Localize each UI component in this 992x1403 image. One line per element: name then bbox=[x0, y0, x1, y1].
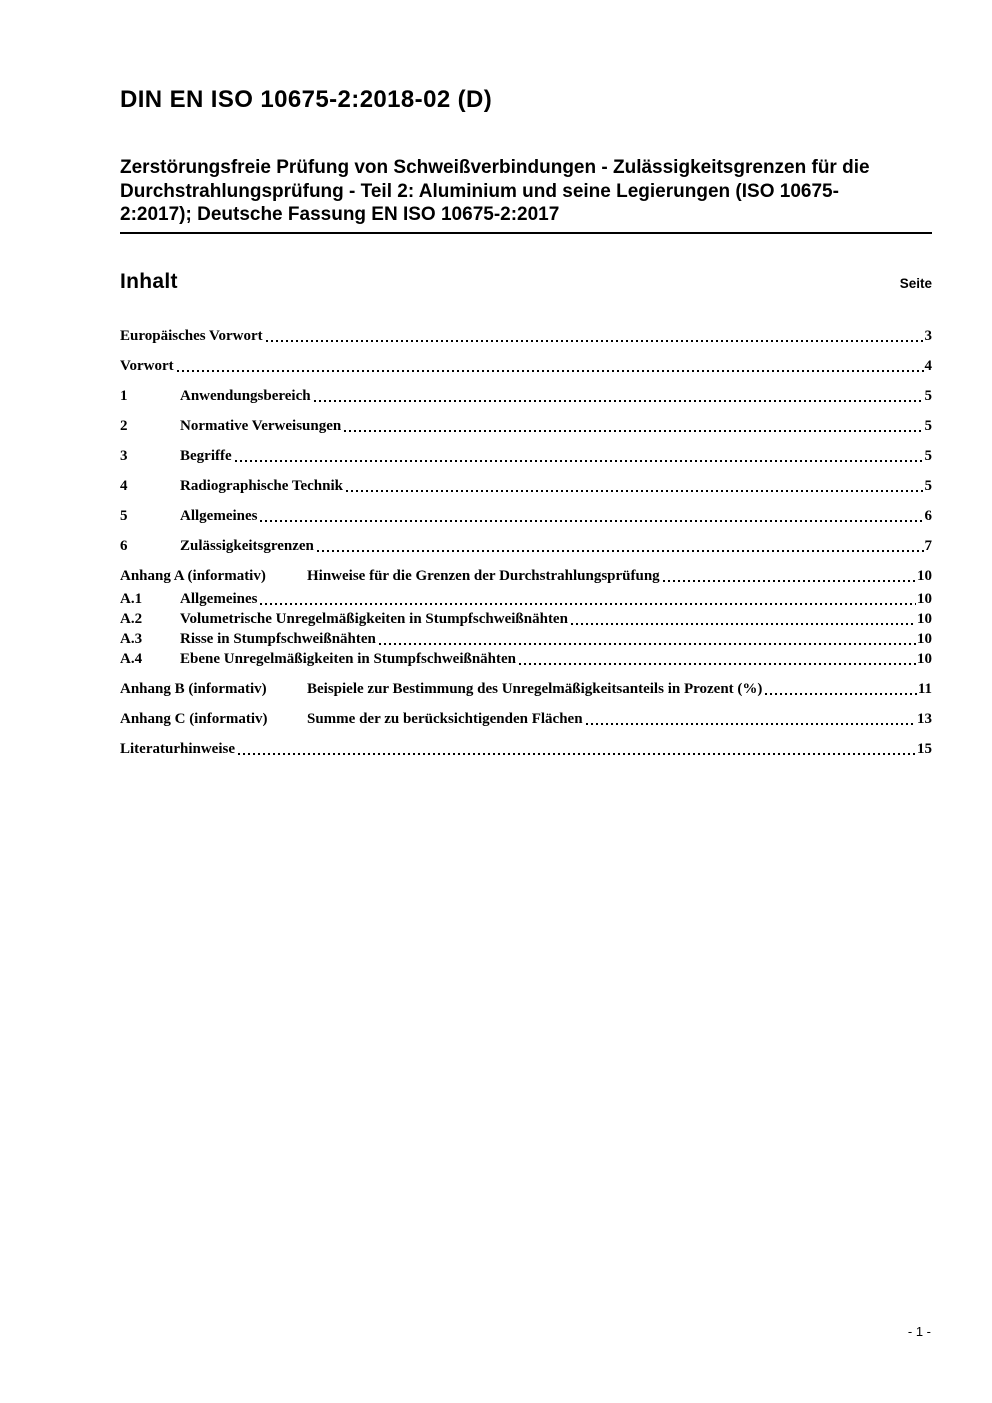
toc-entry-number: Anhang B (informativ) bbox=[120, 680, 267, 697]
subtitle-line-3: 2:2017); Deutsche Fassung EN ISO 10675-2:2017 bbox=[120, 204, 560, 225]
toc-entry-page: 5 bbox=[924, 477, 932, 494]
toc-entry[interactable] bbox=[120, 448, 932, 465]
toc-entry-number: 6 bbox=[120, 537, 128, 554]
toc-entry-page: 6 bbox=[924, 507, 932, 524]
document-code-title: DIN EN ISO 10675-2:2018-02 (D) bbox=[120, 86, 493, 113]
toc-entry-number: A.4 bbox=[120, 650, 143, 667]
toc-entry-label: Europäisches Vorwort bbox=[120, 327, 263, 344]
dotted-leader bbox=[765, 693, 916, 695]
toc-entry-label: Allgemeines bbox=[180, 590, 258, 607]
toc-entry-number: 5 bbox=[120, 507, 128, 524]
toc-entry[interactable] bbox=[120, 651, 932, 668]
dotted-leader bbox=[235, 460, 924, 462]
toc-entry-label: Hinweise für die Grenzen der Durchstrahlungsprüfung bbox=[307, 567, 660, 584]
dotted-leader bbox=[519, 663, 916, 665]
toc-entry-label: Vorwort bbox=[120, 357, 174, 374]
toc-entry-label: Risse in Stumpfschweißnähten bbox=[180, 630, 376, 647]
toc-entry[interactable] bbox=[120, 478, 932, 495]
toc-entry-page: 15 bbox=[917, 740, 932, 757]
dotted-leader bbox=[317, 550, 924, 552]
dotted-leader bbox=[238, 753, 916, 755]
toc-entry[interactable] bbox=[120, 388, 932, 405]
dotted-leader bbox=[571, 623, 916, 625]
dotted-leader bbox=[344, 430, 923, 432]
toc-entry-page: 10 bbox=[917, 630, 932, 647]
toc-entry-label: Zulässigkeitsgrenzen bbox=[180, 537, 314, 554]
page-content bbox=[120, 0, 932, 758]
toc-entry-number: Anhang C (informativ) bbox=[120, 710, 268, 727]
toc-entry[interactable] bbox=[120, 591, 932, 608]
toc-entry-label: Begriffe bbox=[180, 447, 232, 464]
toc-entry[interactable] bbox=[120, 328, 932, 345]
page-column-label: Seite bbox=[899, 275, 932, 291]
toc-entry-page: 10 bbox=[917, 650, 932, 667]
toc-entry-label: Normative Verweisungen bbox=[180, 417, 342, 434]
toc-entry-label: Summe der zu berücksichtigenden Flächen bbox=[307, 710, 583, 727]
toc-entry-page: 10 bbox=[917, 610, 932, 627]
toc-entry-label: Volumetrische Unregelmäßigkeiten in Stumpfschweißnähten bbox=[180, 610, 568, 627]
dotted-leader bbox=[266, 340, 924, 342]
toc-entry-label: Ebene Unregelmäßigkeiten in Stumpfschweißnähten bbox=[180, 650, 517, 667]
dotted-leader bbox=[379, 643, 916, 645]
toc-entry[interactable] bbox=[120, 681, 932, 698]
toc-entry-number: 1 bbox=[120, 387, 128, 404]
toc-entry[interactable] bbox=[120, 418, 932, 435]
toc-entry-label: Anwendungsbereich bbox=[180, 387, 311, 404]
dotted-leader bbox=[586, 723, 916, 725]
toc-entry[interactable] bbox=[120, 631, 932, 648]
toc-entry-number: 2 bbox=[120, 417, 128, 434]
toc-entry-label: Radiographische Technik bbox=[180, 477, 343, 494]
toc-entry-page: 10 bbox=[917, 567, 932, 584]
subtitle-line-2: Durchstrahlungsprüfung - Teil 2: Aluminium und seine Legierungen (ISO 10675- bbox=[120, 180, 839, 202]
toc-entry[interactable] bbox=[120, 358, 932, 375]
table-of-contents bbox=[120, 328, 932, 758]
dotted-leader bbox=[346, 490, 924, 492]
toc-entry-number: A.1 bbox=[120, 590, 143, 607]
toc-entry-page: 10 bbox=[917, 590, 932, 607]
toc-entry-page: 3 bbox=[924, 327, 932, 344]
toc-entry-number: Anhang A (informativ) bbox=[120, 567, 266, 584]
toc-entry-number: 3 bbox=[120, 447, 128, 464]
toc-entry-label: Literaturhinweise bbox=[120, 740, 235, 757]
toc-entry[interactable] bbox=[120, 538, 932, 555]
document-subtitle-block bbox=[120, 156, 932, 234]
toc-header bbox=[120, 270, 932, 294]
toc-entry[interactable] bbox=[120, 568, 932, 585]
toc-entry-page: 13 bbox=[917, 710, 932, 727]
toc-entry-page: 11 bbox=[917, 680, 932, 697]
dotted-leader bbox=[314, 400, 924, 402]
toc-entry[interactable] bbox=[120, 711, 932, 728]
subtitle-line-1: Zerstörungsfreie Prüfung von Schweißverbindungen - Zulässigkeitsgrenzen für die bbox=[120, 157, 870, 178]
dotted-leader bbox=[260, 603, 916, 605]
toc-heading: Inhalt bbox=[120, 269, 178, 293]
toc-entry-label: Beispiele zur Bestimmung des Unregelmäßigkeitsanteils in Prozent (%) bbox=[307, 680, 763, 697]
page-number-footer: - 1 - bbox=[907, 1324, 931, 1339]
dotted-leader bbox=[260, 520, 923, 522]
toc-entry-label: Allgemeines bbox=[180, 507, 258, 524]
dotted-leader bbox=[663, 580, 916, 582]
toc-entry-number: A.2 bbox=[120, 610, 143, 627]
toc-entry[interactable] bbox=[120, 741, 932, 758]
toc-entry-page: 5 bbox=[924, 387, 932, 404]
dotted-leader bbox=[177, 370, 924, 372]
toc-entry-page: 5 bbox=[924, 447, 932, 464]
toc-entry-page: 5 bbox=[924, 417, 932, 434]
toc-entry-number: 4 bbox=[120, 477, 128, 494]
toc-entry-number: A.3 bbox=[120, 630, 143, 647]
toc-entry[interactable] bbox=[120, 611, 932, 628]
toc-entry[interactable] bbox=[120, 508, 932, 525]
toc-entry-page: 4 bbox=[924, 357, 932, 374]
toc-entry-page: 7 bbox=[924, 537, 932, 554]
